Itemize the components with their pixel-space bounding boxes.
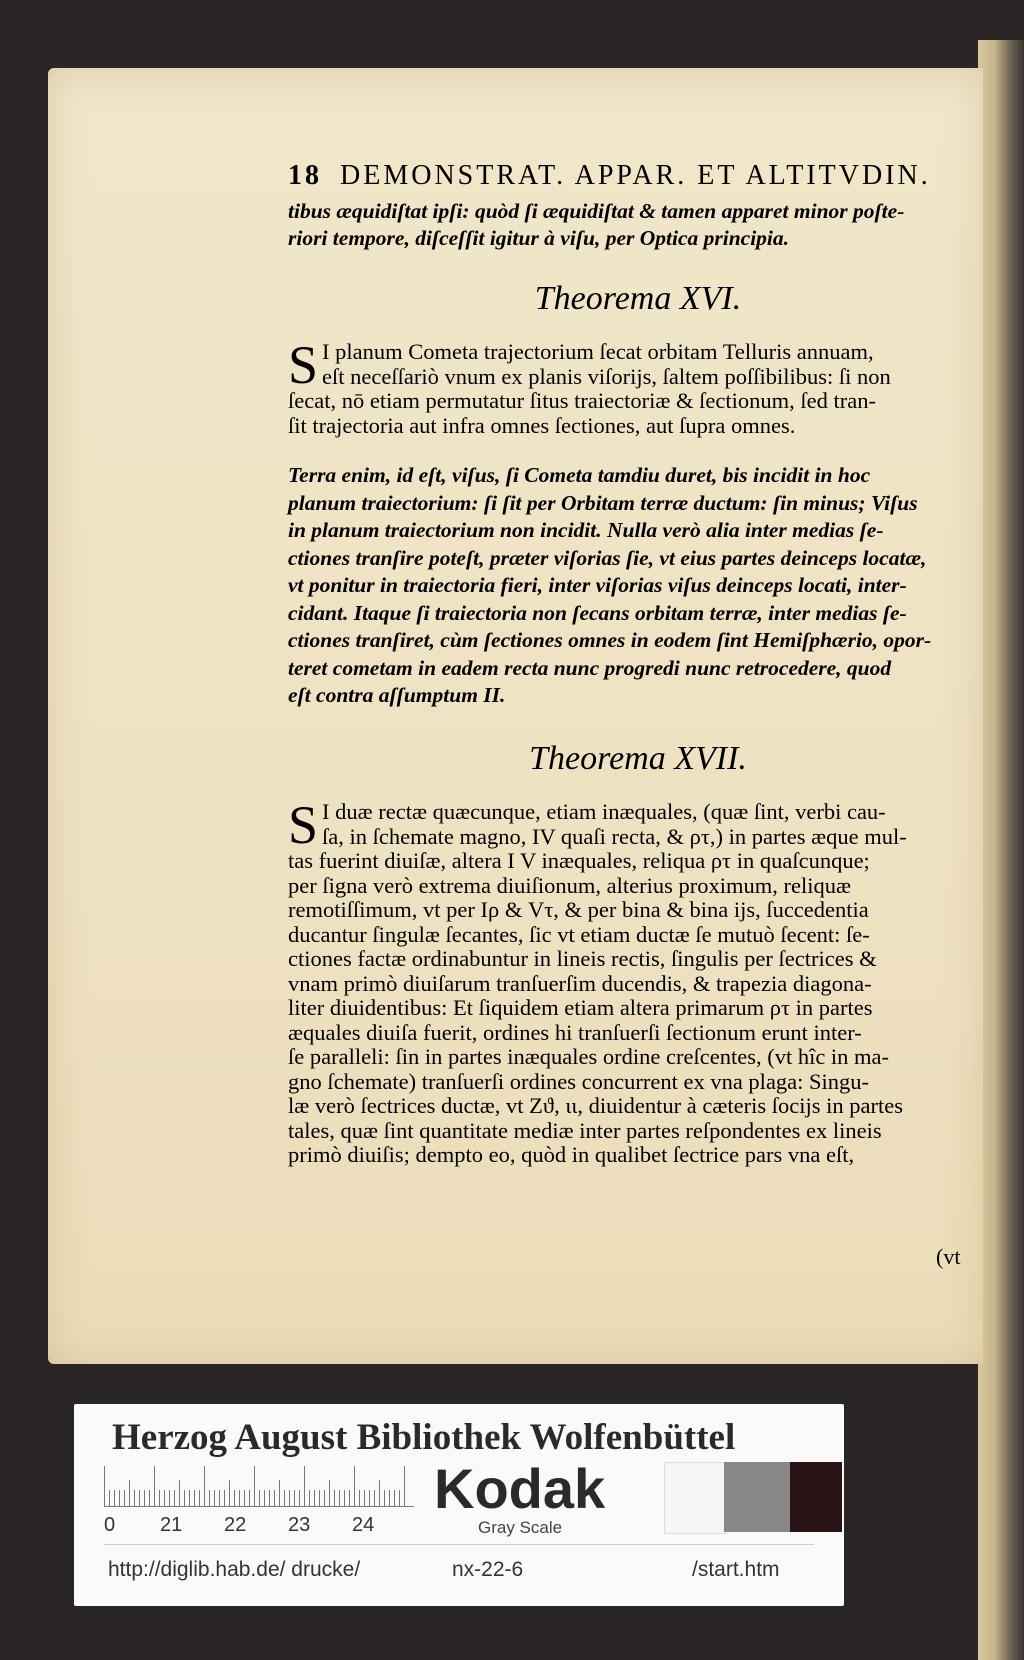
library-name: Herzog August Bibliothek Wolfenbüttel [112,1417,736,1458]
ruler-tick [314,1490,315,1506]
ruler-tick [349,1490,350,1506]
ruler-tick [249,1490,250,1506]
ruler-tick [264,1490,265,1506]
ruler-tick [119,1490,120,1506]
ruler-tick [139,1490,140,1506]
gray-swatch-mid [724,1462,790,1532]
ruler-tick [269,1490,270,1506]
color-target-card [74,1404,844,1606]
ruler-tick [389,1490,390,1506]
theorem-16-statement [288,335,983,438]
ruler-tick [214,1490,215,1506]
text-line: ducantur ſingulæ ſecantes, ſic vt etiam ductæ ſe mutuò ſecent: ſe- [288,921,870,947]
text-line: I duæ rectæ quæcunque, etiam inæquales, (quæ ſint, verbi cau- [322,799,886,824]
ruler-tick [184,1490,185,1506]
ruler-tick [309,1490,310,1506]
ruler-tick [259,1490,260,1506]
ruler-tick [224,1490,225,1506]
gray-swatch-white [664,1462,726,1534]
text-line: ſe paralleli: ſin in partes inæquales ordine creſcentes, (vt hîc in ma- [288,1044,890,1069]
ruler-tick [254,1466,255,1506]
text-line: tas fuerint diuiſæ, altera I V inæquales, reliqua ρτ in quaſcunque; [288,848,870,873]
text-line: ctiones tranſire poteſt, præter viſorias ſie, vt eius partes deinceps locatæ, [288,545,927,570]
ruler-tick [399,1490,400,1506]
text-line: teret cometam in eadem recta nunc progredi nunc retrocedere, quod [288,655,892,680]
ruler-tick [154,1466,155,1506]
text-line: ctiones factæ ordinabuntur in lineis rectis, ſingulis per ſectrices & [288,946,877,971]
theorem-17-title: Theorema XVII. [529,740,747,777]
ruler-tick [159,1490,160,1506]
ruler-tick [394,1490,395,1506]
theorem-16-proof [288,462,983,710]
theorem-17-statement [288,795,983,1168]
ruler-tick [324,1490,325,1506]
ruler-tick [319,1490,320,1506]
theorem-16-title: Theorema XVI. [534,280,742,317]
ruler-tick [174,1490,175,1506]
ruler-tick [369,1490,370,1506]
ruler-tick [344,1490,345,1506]
ruler-tick [204,1466,205,1506]
ruler-tick [124,1490,125,1506]
ruler-label: 22 [224,1514,247,1536]
text-line: gno ſchemate) tranſuerſi ordines concurrent ex vna plaga: Singu- [288,1068,870,1094]
text-line: æquales diuiſa fuerit, ordines hi tranſuerſi ſectionum erunt inter- [288,1019,862,1045]
text-line: planum traiectorium: ſi ſit per Orbitam terræ ductum: ſin minus; Viſus [288,490,918,515]
running-head [288,160,983,192]
ruler-tick [219,1490,220,1506]
ruler-tick [294,1490,295,1506]
text-line: ſa, in ſchemate magno, IV quaſi recta, & ρτ,) in partes æque mul- [322,823,907,849]
scale-ruler [104,1464,414,1507]
ruler-tick [239,1490,240,1506]
ruler-tick [354,1466,355,1506]
ruler-tick [104,1466,105,1506]
ruler-tick [279,1480,280,1506]
text-line: læ verò ſectrices ductæ, vt Zϑ, ιι, diuidentur à cæteris ſocijs in partes [288,1093,903,1118]
ruler-tick [284,1490,285,1506]
ruler-tick [109,1490,110,1506]
ruler-tick [404,1466,405,1506]
text-line: I planum Cometa trajectorium ſecat orbitam Telluris annuam, [322,339,874,364]
ruler-tick [289,1490,290,1506]
ruler-tick [304,1466,305,1506]
text-line: cidant. Itaque ſi traiectoria non ſecans orbitam terræ, inter medias ſe- [288,600,907,625]
ruler-tick [234,1490,235,1506]
ruler-tick [114,1490,115,1506]
intro-line: tibus æquidiſtat ipſi: quòd ſi æquidiſtat & tamen apparet minor poſte- [288,199,905,223]
dropcap: S [288,795,319,855]
gray-swatch-dark [790,1462,842,1532]
ruler-tick [339,1490,340,1506]
ruler-tick [169,1490,170,1506]
dropcap: S [288,335,319,395]
ruler-label: 24 [352,1514,375,1536]
text-line: primò diuiſis; dempto eo, quòd in qualibet ſectrice pars vna eſt, [288,1142,855,1167]
ruler-tick [274,1490,275,1506]
ruler-tick [379,1480,380,1506]
running-head-title: DEMONSTRAT. APPAR. ET ALTITVDIN. [340,160,931,191]
ruler-tick [144,1490,145,1506]
ruler-tick [209,1490,210,1506]
intro-text [288,198,983,252]
shelfmark: nx-22-6 [452,1558,524,1581]
url-left: http://diglib.hab.de/ drucke/ [108,1558,361,1581]
ruler-tick [179,1480,180,1506]
ruler-tick [129,1480,130,1506]
text-line: ſit trajectoria aut infra omnes ſectiones, aut ſupra omnes. [288,412,796,438]
ruler-tick [329,1480,330,1506]
ruler-tick [374,1490,375,1506]
ruler-tick [194,1490,195,1506]
catchword: (vt [936,1244,961,1269]
ruler-tick [244,1490,245,1506]
text-line: Terra enim, id eſt, viſus, ſi Cometa tamdiu duret, bis incidit in hoc [288,463,871,487]
ruler-tick [134,1490,135,1506]
text-line: tales, quæ ſint quantitate mediæ inter partes reſpondentes ex lineis [288,1117,882,1143]
text-line: vnam primò diuiſarum tranſuerſim ducendis, & trapezia diagona- [288,970,872,996]
url-right: /start.htm [692,1558,780,1581]
gray-scale-label: Gray Scale [478,1518,563,1537]
ruler-tick [164,1490,165,1506]
text-line: ctiones tranſiret, cùm ſectiones omnes in eodem ſint Hemiſphærio, opor- [288,628,932,652]
ruler-tick [229,1480,230,1506]
ruler-tick [299,1490,300,1506]
intro-line: riori tempore, diſceſſit igitur à viſu, per Optica principia. [288,226,790,250]
book-page [48,68,983,1364]
divider [104,1544,814,1545]
text-line: in planum traiectorium non incidit. Nulla verò alia inter medias ſe- [288,518,884,542]
text-line: per ſigna verò extrema diuiſionum, alterius proximum, reliquæ [288,872,851,898]
ruler-tick [384,1490,385,1506]
ruler-tick [199,1490,200,1506]
text-line: vt ponitur in traiectoria fieri, inter viſorias viſus deinceps locati, inter- [288,573,907,597]
text-line: ſecat, nō etiam permutatur ſitus traiectoriæ & ſectionum, ſed tran- [288,388,876,413]
text-line: eſt neceſſariò vnum ex planis viſorijs, ſaltem poſſibilibus: ſi non [322,363,891,389]
ruler-tick [149,1490,150,1506]
ruler-label: 0 [104,1514,116,1536]
text-line: liter diuidentibus: Et ſiquidem etiam altera primarum ρτ in partes [288,995,873,1020]
ruler-tick [359,1490,360,1506]
ruler-label: 23 [288,1514,311,1536]
kodak-logo: Kodak [434,1457,606,1520]
ruler-label: 21 [160,1514,183,1536]
text-line: eſt contra aſſumptum II. [288,683,506,707]
ruler-tick [334,1490,335,1506]
ruler-tick [189,1490,190,1506]
text-line: remotiſſimum, vt per Iρ & Vτ, & per bina & bina ijs, ſuccedentia [288,897,869,922]
page-number: 18 [288,160,322,191]
book-spine [978,40,1024,1660]
ruler-tick [364,1490,365,1506]
